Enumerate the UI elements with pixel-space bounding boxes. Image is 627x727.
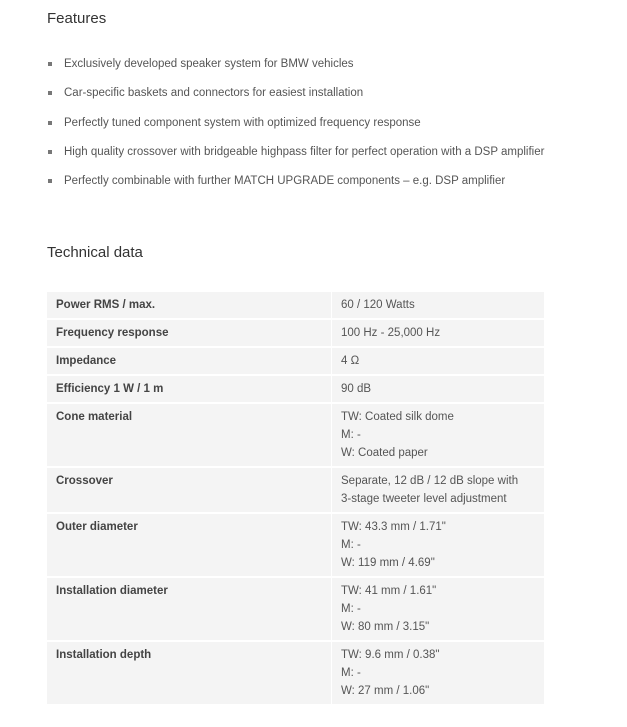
bullet-square-icon [48, 62, 52, 66]
spec-value-line: 100 Hz - 25,000 Hz [341, 327, 441, 339]
spec-value-line: 90 dB [341, 383, 372, 395]
spec-value-line: M: - [341, 603, 361, 615]
spec-value-line: 3-stage tweeter level adjustment [341, 493, 507, 505]
table-row [47, 374, 544, 402]
table-row [47, 346, 544, 374]
table-row [47, 512, 544, 576]
features-heading: Features [47, 10, 107, 27]
spec-label: Outer diameter [47, 512, 331, 576]
spec-value-line: W: Coated paper [341, 447, 428, 459]
spec-value-line: Separate, 12 dB / 12 dB slope with [341, 475, 519, 487]
spec-label: Installation depth [47, 640, 331, 704]
spec-value-line: M: - [341, 667, 361, 679]
spec-label: Efficiency 1 W / 1 m [47, 374, 331, 402]
feature-text: Perfectly combinable with further MATCH UPGRADE components – e.g. DSP amplifier [64, 175, 506, 188]
spec-value [331, 512, 544, 576]
table-row [47, 466, 544, 512]
bullet-square-icon [48, 179, 52, 183]
spec-value [331, 346, 544, 374]
spec-value [331, 576, 544, 640]
spec-value-line: TW: 41 mm / 1.61" [341, 585, 437, 597]
spec-label: Installation diameter [47, 576, 331, 640]
feature-text: Car-specific baskets and connectors for easiest installation [64, 87, 364, 100]
spec-value [331, 402, 544, 466]
spec-value-line: TW: Coated silk dome [341, 411, 454, 423]
list-item [47, 57, 617, 86]
spec-value-line: M: - [341, 429, 361, 441]
spec-label: Cone material [47, 402, 331, 466]
bullet-square-icon [48, 91, 52, 95]
list-item [47, 86, 617, 115]
spec-label: Power RMS / max. [47, 290, 331, 318]
spec-value [331, 374, 544, 402]
spec-label: Crossover [47, 466, 331, 512]
table-row [47, 318, 544, 346]
feature-text: High quality crossover with bridgeable highpass filter for perfect operation with a DSP amplifier [64, 145, 545, 158]
spec-label: Impedance [47, 346, 331, 374]
table-row [47, 576, 544, 640]
spec-value-line: W: 27 mm / 1.06" [341, 685, 430, 697]
spec-value [331, 640, 544, 704]
technical-data-table [47, 290, 544, 704]
spec-value-line: W: 119 mm / 4.69" [341, 557, 435, 569]
spec-value [331, 466, 544, 512]
features-list [47, 57, 617, 203]
list-item [47, 116, 617, 145]
table-row [47, 640, 544, 704]
bullet-square-icon [48, 150, 52, 154]
spec-value-line: M: - [341, 539, 361, 551]
spec-value-line: TW: 43.3 mm / 1.71" [341, 521, 446, 533]
technical-data-heading: Technical data [47, 244, 143, 261]
spec-label: Frequency response [47, 318, 331, 346]
list-item [47, 145, 617, 174]
feature-text: Exclusively developed speaker system for BMW vehicles [64, 58, 354, 70]
spec-value [331, 290, 544, 318]
spec-value-line: W: 80 mm / 3.15" [341, 621, 430, 633]
feature-text: Perfectly tuned component system with optimized frequency response [64, 116, 421, 129]
spec-value-line: 4 Ω [341, 355, 360, 367]
spec-value-line: 60 / 120 Watts [341, 299, 415, 311]
spec-value-line: TW: 9.6 mm / 0.38" [341, 649, 440, 661]
table-row [47, 402, 544, 466]
spec-value [331, 318, 544, 346]
table-row [47, 290, 544, 318]
list-item [47, 174, 617, 203]
bullet-square-icon [48, 121, 52, 125]
